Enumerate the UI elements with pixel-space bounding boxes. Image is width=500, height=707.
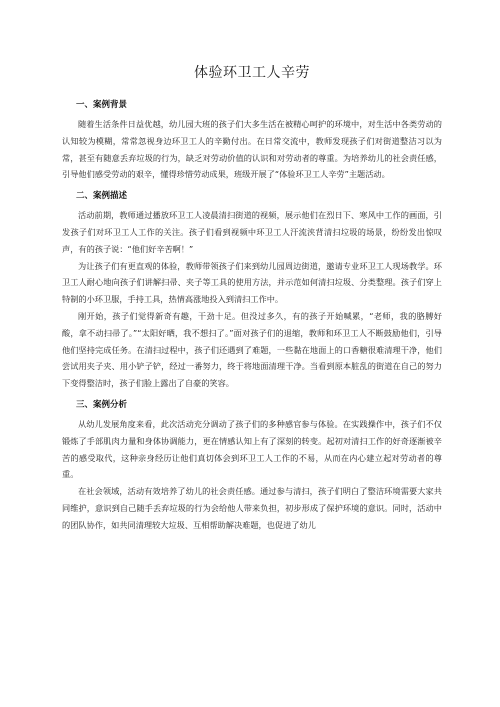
paragraph: 从幼儿发展角度来看，此次活动充分调动了孩子们的多种感官参与体验。在实践操作中，孩子们不仅锻炼了手部肌肉力量和身体协调能力，更在情感认知上有了深刻的转变。起初对清扫工作的好奇逐渐被辛苦的感受取代，这种亲身经历让他们真切体会到环卫工人工作的不易，从而在内心建立起对劳动者的尊重。 [62, 418, 442, 480]
paragraph: 为让孩子们有更直观的体验，教师带领孩子们来到幼儿园周边街道，邀请专业环卫工人现场教学。环卫工人耐心地向孩子们讲解扫帚、夹子等工具的使用方法，并示范如何清扫垃圾、分类整理。孩子们穿上特制的小环卫服，手持工具，热情高涨地投入到清扫工作中。 [62, 260, 442, 305]
section-description [62, 189, 442, 392]
section-heading: 二、案例描述 [76, 191, 128, 202]
section-analysis [62, 398, 442, 534]
paragraph: 活动前期，教师通过播放环卫工人凌晨清扫街道的视频，展示他们在烈日下、寒风中工作的画面，引发孩子们对环卫工人工作的关注。孩子们看到视频中环卫工人汗流浃背清扫垃圾的场景，纷纷发出惊叹声，有的孩子说：“他们好辛苦啊！” [62, 210, 442, 254]
section-heading: 三、案例分析 [76, 399, 128, 410]
paragraph: 随着生活条件日益优越，幼儿园大班的孩子们大多生活在被精心呵护的环境中，对生活中各类劳动的认知较为模糊，常常忽视身边环卫工人的辛勤付出。在日常交流中，教师发现孩子们对街道整洁习以为常，甚至有随意丢弃垃圾的行为，缺乏对劳动价值的认识和对劳动者的尊重。为培养幼儿的社会责任感，引导他们感受劳动的艰辛，懂得珍惜劳动成果，班级开展了“体验环卫工人辛劳”主题活动。 [62, 119, 442, 180]
paragraph: 在社会领域，活动有效培养了幼儿的社会责任感。通过参与清扫，孩子们明白了整洁环境需要大家共同维护，意识到自己随手丢弃垃圾的行为会给他人带来负担，初步形成了保护环境的意识。同时，活动中的团队协作，如共同清理较大垃圾、互相帮助解决难题，也促进了幼儿 [62, 486, 442, 530]
document-title: 体验环卫工人辛劳 [194, 65, 310, 81]
paragraph: 刚开始，孩子们觉得新奇有趣，干劲十足。但没过多久，有的孩子开始喊累，“老师，我的胳膊好酸，拿不动扫帚了。”“太阳好晒，我不想扫了。”面对孩子们的退缩，教师和环卫工人不断鼓励他们，引导他们坚持完成任务。在清扫过程中，孩子们还遇到了难题，一些黏在地面上的口香糖很难清理干净，他们尝试用夹子夹、用小铲子铲，经过一番努力，终于将地面清理干净。当看到原本脏乱的街道在自己的努力下变得整洁时，孩子们脸上露出了自豪的笑容。 [62, 310, 442, 389]
section-background [62, 98, 442, 183]
section-heading: 一、案例背景 [76, 100, 128, 110]
